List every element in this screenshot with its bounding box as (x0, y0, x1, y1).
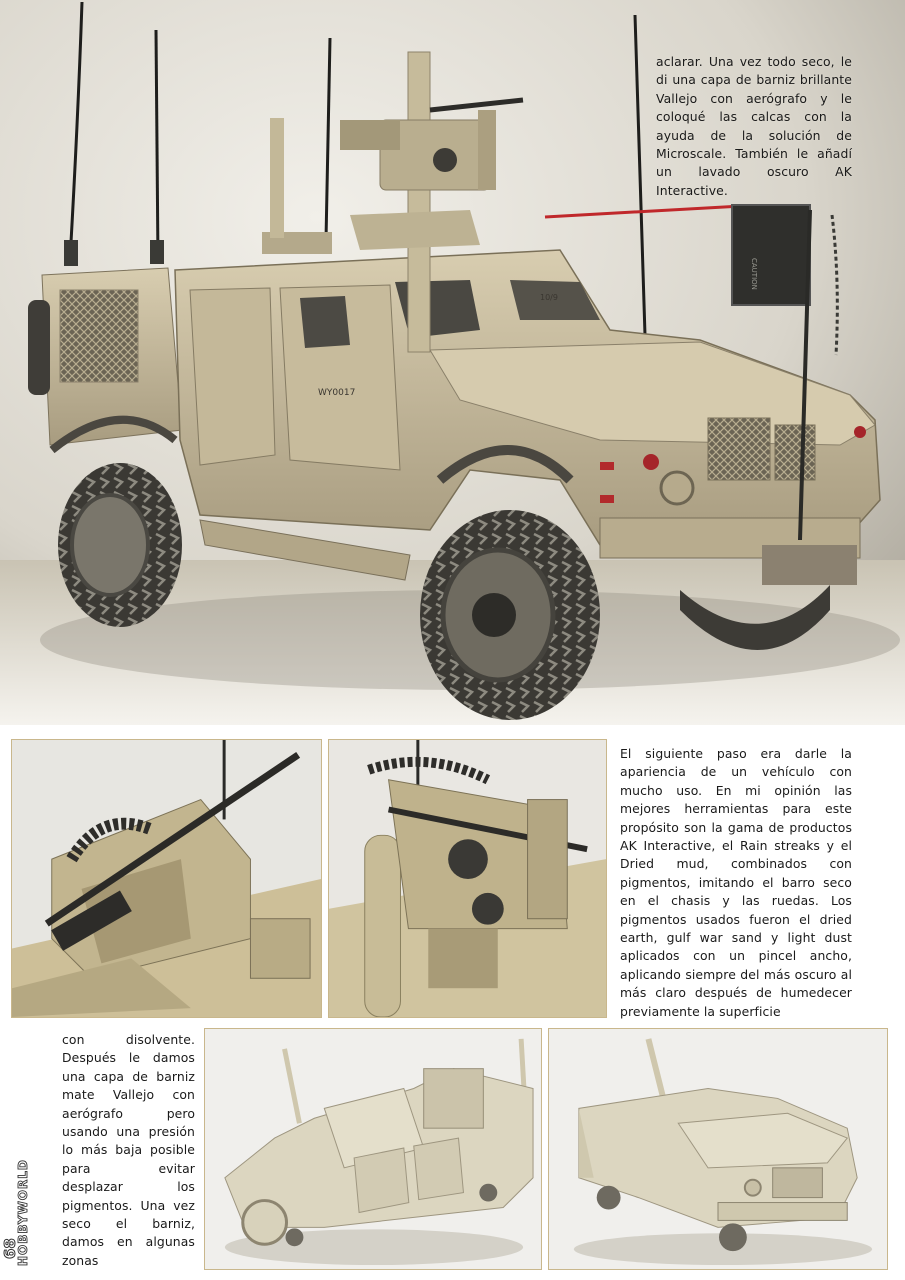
magazine-name: HOBBYWORLD (16, 1159, 30, 1266)
page-folio (0, 1120, 30, 1280)
article-paragraph-middle: El siguiente paso era darle la apariencia de un vehículo con mucho uso. En mi opinión las mejores herramientas para este propósito son la gama de productos AK Interactive, el Rain streaks y el Dried mud, combinados con pigmentos, imitando el barro seco en el chasis y las ruedas. Los pigmentos usados fueron el dried earth, gulf war sand y light dust aplicados con un pincel ancho, aplicando siempre del más oscuro al más claro después de humedecer previamente la superficie (620, 746, 852, 1019)
page-number: 68 (1, 1238, 19, 1259)
door-number-marking: WY0017 (318, 388, 356, 398)
photo-vehicle-primer-front (548, 1028, 888, 1270)
photo-machine-gun-turret (11, 739, 322, 1018)
caution-sign-text: CAUTION (750, 258, 758, 290)
article-paragraph-bottom: con disolvente. Después le damos una capa de barniz mate Vallejo con aerógrafo pero usando una presión lo más baja posible para evitar desplazar los pigmentos. Una vez seco el barniz, damos en algunas zonas (62, 1032, 195, 1268)
article-paragraph-top: aclarar. Una vez todo seco, le di una capa de barniz brillante Vallejo con aerógrafo y le coloqué las calcas con la ayuda de la solución de Microscale. También le añadí un lavado oscuro AK Interactive. (656, 54, 852, 198)
photo-turret-optics (328, 739, 607, 1018)
photo-vehicle-primer-side (204, 1028, 542, 1270)
hood-number-marking: 10/9 (540, 293, 558, 302)
